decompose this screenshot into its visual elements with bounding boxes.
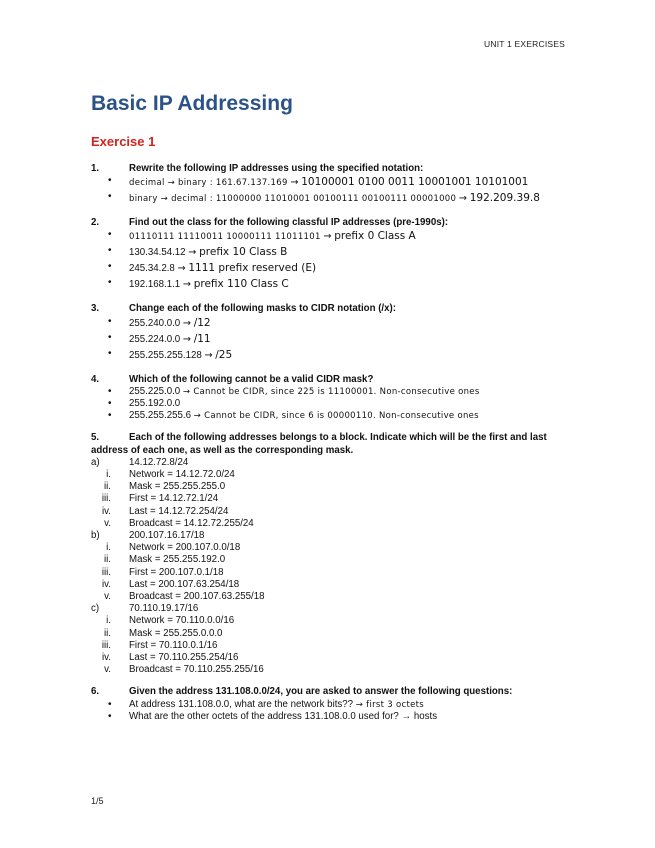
list-item	[91, 410, 571, 422]
page-number: 1/5	[91, 796, 104, 806]
question-number: 2.	[91, 217, 100, 229]
list-item	[91, 469, 571, 481]
item-prompt: 245.34.2.8	[129, 263, 175, 275]
list-item	[91, 316, 571, 332]
item-prompt: 255.224.0.0	[129, 333, 181, 345]
line-text: Network = 14.12.72.0/24	[129, 469, 235, 481]
roman-numeral: ii.	[104, 481, 111, 493]
question-text: Find out the class for the following classful IP addresses (pre-1990s):	[129, 217, 449, 229]
list-item	[91, 628, 571, 640]
item-prompt: What are the other octets of the address 131.108.0.0 used for?	[129, 710, 399, 722]
block-address: 70.110.19.17/16	[129, 603, 199, 615]
question-2	[91, 217, 571, 293]
line-text: First = 70.110.0.1/16	[129, 639, 218, 651]
item-answer: /25	[215, 348, 233, 361]
block-label: c)	[91, 603, 100, 615]
question-text: Each of the following addresses belongs to a block. Indicate which will be the first and last address of each one, as well as the corresponding mask.	[91, 432, 547, 456]
page-header: UNIT 1 EXERCISES	[484, 39, 565, 49]
item-answer: → hosts	[401, 710, 438, 722]
line-text: First = 14.12.72.1/24	[129, 493, 219, 505]
block-label: a)	[91, 456, 100, 468]
item-prompt: 192.168.1.1	[129, 279, 181, 291]
line-text: First = 200.107.0.1/18	[129, 566, 224, 578]
line-text: Broadcast = 14.12.72.255/24	[129, 517, 254, 529]
exercise-heading: Exercise 1	[91, 134, 156, 149]
line-text: Broadcast = 200.107.63.255/18	[129, 591, 265, 603]
question-4-header	[91, 374, 571, 386]
block-address: 14.12.72.8/24	[129, 456, 189, 468]
line-text: Mask = 255.255.255.0	[129, 481, 226, 493]
block-b	[91, 530, 571, 542]
arrow-icon: →	[182, 279, 192, 291]
roman-numeral: i.	[106, 542, 111, 554]
list-item	[91, 591, 571, 603]
question-number: 1.	[91, 163, 100, 174]
question-number: 4.	[91, 373, 100, 385]
question-2-header	[91, 217, 571, 229]
roman-numeral: v.	[104, 591, 111, 603]
item-answer: prefix 0 Class A	[334, 230, 416, 243]
block-a	[91, 457, 571, 469]
roman-numeral: v.	[104, 517, 111, 529]
question-text: Change each of the following masks to CIDR notation (/x):	[129, 303, 396, 315]
question-number: 3.	[91, 303, 100, 315]
line-text: Mask = 255.255.0.0.0	[129, 627, 223, 639]
list-item	[91, 245, 571, 261]
item-prompt: 255.255.255.6	[129, 410, 191, 422]
question-3-header	[91, 303, 571, 315]
line-text: Mask = 255.255.192.0	[129, 554, 226, 566]
block-label: b)	[91, 530, 100, 542]
list-item	[91, 506, 571, 518]
arrow-icon: →	[188, 247, 197, 259]
line-text: Last = 200.107.63.254/18	[129, 578, 240, 590]
item-answer: 1111 prefix reserved (E)	[188, 262, 317, 275]
list-item	[91, 615, 571, 627]
list-item	[91, 481, 571, 493]
list-item	[91, 261, 571, 277]
item-prompt: 255.225.0.0	[129, 385, 181, 397]
question-number: 6.	[91, 686, 100, 698]
item-answer: → first 3 octets	[355, 699, 424, 710]
item-prompt: 255.255.255.128	[129, 349, 202, 361]
item-prompt: 255.192.0.0	[129, 398, 181, 410]
list-item	[91, 386, 571, 398]
list-item	[91, 493, 571, 505]
arrow-icon: →	[290, 177, 299, 189]
roman-numeral: iv.	[102, 652, 111, 664]
line-text: Network = 200.107.0.0/18	[129, 542, 241, 554]
question-6-header	[91, 686, 571, 698]
list-item	[91, 699, 571, 711]
item-answer: 10100001 0100 0011 10001001 10101001	[301, 176, 529, 189]
question-1-header	[91, 163, 571, 175]
list-item	[91, 175, 571, 191]
list-item	[91, 518, 571, 530]
list-item	[91, 567, 571, 579]
roman-numeral: i.	[106, 615, 111, 627]
exercise-content	[91, 163, 571, 733]
roman-numeral: iv.	[102, 505, 111, 517]
block-c	[91, 603, 571, 615]
arrow-icon: →	[458, 193, 468, 205]
item-prompt: binary → decimal : 11000000 11010001 00100111 00100111 00001000	[129, 194, 457, 205]
arrow-icon: →	[177, 263, 186, 275]
roman-numeral: ii.	[104, 627, 111, 639]
roman-numeral: v.	[104, 664, 111, 676]
arrow-icon: →	[204, 349, 213, 361]
item-answer: prefix 110 Class C	[193, 278, 289, 291]
list-item	[91, 332, 571, 348]
roman-numeral: iii.	[101, 639, 111, 651]
list-item	[91, 664, 571, 676]
list-item	[91, 542, 571, 554]
page-title: Basic IP Addressing	[91, 92, 293, 115]
roman-numeral: iii.	[101, 493, 111, 505]
question-1	[91, 163, 571, 207]
list-item	[91, 711, 571, 723]
question-5	[91, 432, 571, 676]
arrow-icon: →	[182, 317, 192, 329]
item-answer: /12	[193, 316, 211, 329]
item-prompt: 01110111 11110011 10000111 11011101	[129, 232, 321, 243]
item-prompt: 255.240.0.0	[129, 317, 181, 329]
roman-numeral: iv.	[102, 578, 111, 590]
list-item	[91, 554, 571, 566]
roman-numeral: ii.	[104, 554, 111, 566]
block-address: 200.107.16.17/18	[129, 530, 205, 542]
item-prompt: At address 131.108.0.0, what are the network bits??	[129, 698, 354, 710]
roman-numeral: iii.	[101, 566, 111, 578]
list-item	[91, 640, 571, 652]
item-answer: prefix 10 Class B	[199, 246, 288, 259]
line-text: Last = 70.110.255.254/16	[129, 652, 239, 664]
line-text: Last = 14.12.72.254/24	[129, 505, 229, 517]
list-item	[91, 277, 571, 293]
question-text: Rewrite the following IP addresses using the specified notation:	[129, 163, 424, 174]
arrow-icon: →	[323, 231, 332, 243]
arrow-icon: →	[182, 333, 192, 345]
question-3	[91, 303, 571, 363]
question-5-header	[91, 432, 571, 456]
list-item	[91, 652, 571, 664]
line-text: Broadcast = 70.110.255.255/16	[129, 664, 264, 676]
list-item	[91, 191, 571, 207]
question-text: Which of the following cannot be a valid CIDR mask?	[129, 373, 374, 385]
item-prompt: decimal → binary : 161.67.137.169	[129, 178, 288, 189]
question-text: Given the address 131.108.0.0/24, you are asked to answer the following questions:	[129, 686, 513, 698]
question-6	[91, 686, 571, 723]
roman-numeral: i.	[106, 469, 111, 481]
question-4	[91, 374, 571, 423]
list-item	[91, 398, 571, 410]
item-answer: 192.209.39.8	[469, 192, 540, 205]
item-prompt: 130.34.54.12	[129, 247, 186, 259]
item-answer: → Cannot be CIDR, since 6 is 00000110. Non-consecutive ones	[193, 411, 479, 422]
list-item	[91, 579, 571, 591]
item-answer: → Cannot be CIDR, since 225 is 11100001. Non-consecutive ones	[182, 386, 480, 397]
line-text: Network = 70.110.0.0/16	[129, 615, 235, 627]
list-item	[91, 229, 571, 245]
question-number: 5.	[91, 432, 100, 444]
list-item	[91, 348, 571, 364]
item-answer: /11	[193, 332, 211, 345]
